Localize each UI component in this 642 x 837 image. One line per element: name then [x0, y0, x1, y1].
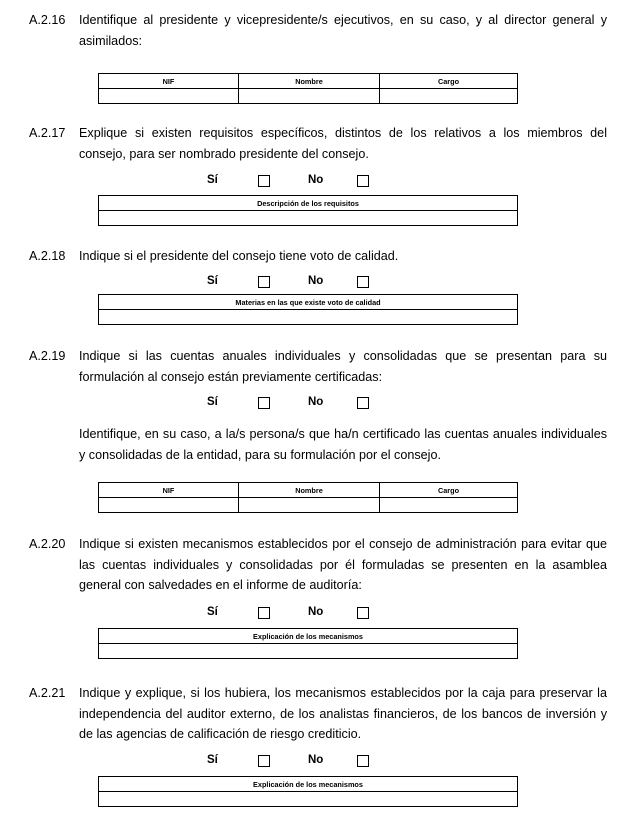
- input-explicacion[interactable]: [99, 792, 518, 807]
- input-nif[interactable]: [99, 498, 239, 513]
- header-cargo: Cargo: [380, 483, 518, 498]
- section-a2-18: [0, 246, 642, 307]
- yes-label: Sí: [207, 174, 218, 186]
- input-cargo[interactable]: [380, 89, 518, 104]
- casting-vote-table: [98, 294, 518, 325]
- yes-checkbox[interactable]: [258, 276, 270, 288]
- input-materias[interactable]: [99, 310, 518, 325]
- section-number: A.2.17: [29, 126, 66, 140]
- no-checkbox[interactable]: [357, 755, 369, 767]
- yes-label: Sí: [207, 606, 218, 618]
- section-text: Indique si existen mecanismos establecidos por el consejo de administración para evitar que las cuentas individuales y consolidadas por él formuladas se presenten en la asamblea general con salvedades en el informe de auditoría:: [79, 537, 607, 592]
- input-cargo[interactable]: [380, 498, 518, 513]
- header-nif: NIF: [99, 483, 239, 498]
- no-label: No: [308, 754, 324, 766]
- section-number: A.2.18: [29, 249, 66, 263]
- section-a2-20: [0, 534, 642, 641]
- section-number: A.2.16: [29, 13, 66, 27]
- section-paragraph: [0, 346, 642, 387]
- header-nombre: Nombre: [239, 74, 380, 89]
- requirements-table: [98, 195, 518, 226]
- no-label: No: [308, 606, 324, 618]
- header-explicacion: Explicación de los mecanismos: [99, 629, 518, 644]
- section-subtext: Identifique, en su caso, a la/s persona/s que ha/n certificado las cuentas anuales individuales y consolidadas de la entidad, para su formulación por el consejo.: [79, 427, 607, 462]
- audit-mechanisms-table: [98, 628, 518, 659]
- section-number: A.2.19: [29, 349, 66, 363]
- header-materias: Materias en las que existe voto de calidad: [99, 295, 518, 310]
- input-nombre[interactable]: [239, 498, 380, 513]
- nif-nombre-cargo-table: [98, 73, 518, 104]
- section-a2-17: [0, 123, 642, 208]
- header-descripcion: Descripción de los requisitos: [99, 196, 518, 211]
- section-text: Indique si el presidente del consejo tiene voto de calidad.: [79, 249, 399, 263]
- section-number: A.2.20: [29, 537, 66, 551]
- no-label: No: [308, 396, 324, 408]
- section-a2-21: [0, 683, 642, 789]
- no-checkbox[interactable]: [357, 175, 369, 187]
- yes-label: Sí: [207, 754, 218, 766]
- yes-checkbox[interactable]: [258, 755, 270, 767]
- yes-checkbox[interactable]: [258, 397, 270, 409]
- no-label: No: [308, 174, 324, 186]
- section-paragraph: [0, 683, 642, 745]
- section-text: Indique si las cuentas anuales individuales y consolidadas que se presentan para su formulación al consejo están previamente certificadas:: [79, 349, 607, 384]
- yes-label: Sí: [207, 275, 218, 287]
- section-text: Indique y explique, si los hubiera, los mecanismos establecidos por la caja para preservar la independencia del auditor externo, de los analistas financieros, de los bancos de inversión y de las agencias de calificación de riesgo crediticio.: [79, 686, 607, 741]
- section-paragraph: [0, 534, 642, 596]
- no-label: No: [308, 275, 324, 287]
- header-nombre: Nombre: [239, 483, 380, 498]
- certifiers-table: [98, 482, 518, 513]
- no-checkbox[interactable]: [357, 397, 369, 409]
- yes-label: Sí: [207, 396, 218, 408]
- section-text: Identifique al presidente y vicepresidente/s ejecutivos, en su caso, y al director general y asimilados:: [79, 13, 607, 48]
- header-nif: NIF: [99, 74, 239, 89]
- section-a2-19: [0, 346, 642, 495]
- yes-checkbox[interactable]: [258, 175, 270, 187]
- input-descripcion[interactable]: [99, 211, 518, 226]
- no-checkbox[interactable]: [357, 276, 369, 288]
- section-paragraph: [0, 246, 642, 267]
- yes-checkbox[interactable]: [258, 607, 270, 619]
- input-nif[interactable]: [99, 89, 239, 104]
- section-text: Explique si existen requisitos específicos, distintos de los relativos a los miembros del consejo, para ser nombrado presidente del consejo.: [79, 126, 607, 161]
- section-subparagraph: [0, 424, 642, 465]
- section-a2-16: [0, 10, 642, 86]
- input-explicacion[interactable]: [99, 644, 518, 659]
- section-paragraph: [0, 10, 642, 51]
- header-explicacion: Explicación de los mecanismos: [99, 777, 518, 792]
- section-number: A.2.21: [29, 686, 66, 700]
- header-cargo: Cargo: [380, 74, 518, 89]
- input-nombre[interactable]: [239, 89, 380, 104]
- no-checkbox[interactable]: [357, 607, 369, 619]
- section-paragraph: [0, 123, 642, 164]
- auditor-independence-table: [98, 776, 518, 807]
